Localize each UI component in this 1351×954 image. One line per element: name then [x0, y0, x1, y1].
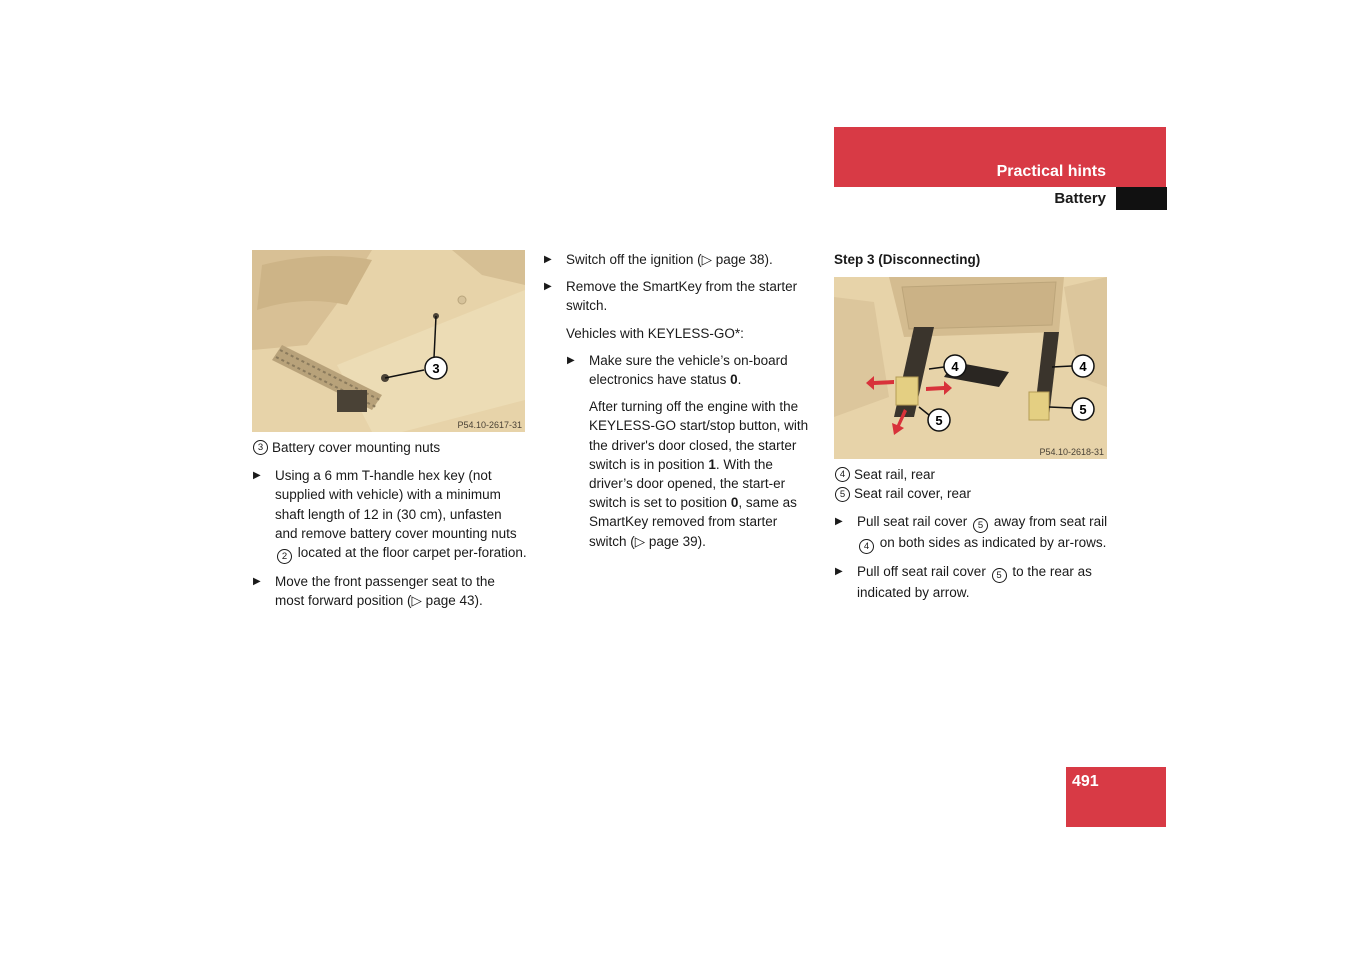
- legend-text: Seat rail, rear: [854, 467, 936, 483]
- column-3: [834, 250, 1109, 602]
- seat-rail-figure: [834, 277, 1107, 459]
- instruction-step: ▶ Move the front passenger seat to the most forward position (▷ page 43).: [253, 574, 495, 609]
- bullet-arrow-icon: ▶: [544, 281, 552, 293]
- callout-number: 4: [859, 539, 874, 554]
- legend-item: [834, 484, 1109, 503]
- callout-number: 4: [835, 467, 850, 482]
- section-tab-marker: [1116, 187, 1167, 210]
- callout-number: 5: [992, 568, 1007, 583]
- instruction-step: ▶ Pull seat rail cover 5 away from seat rail 4 on both sides as indicated by ar-rows.: [835, 513, 1108, 552]
- figure-callout: 5: [935, 413, 943, 429]
- figure-callout: 4: [951, 359, 959, 375]
- legend-text: Battery cover mounting nuts: [272, 440, 441, 455]
- step-title: Step 3 (Disconnecting): [834, 252, 981, 267]
- bullet-arrow-icon: ▶: [835, 515, 843, 527]
- figure-code: P54.10-2618-31: [1039, 447, 1104, 458]
- figure-callout: 3: [432, 361, 440, 376]
- instruction-step: ▶ Remove the SmartKey from the starter switch.: [544, 279, 798, 314]
- instruction-step: ▶ Using a 6 mm T-handle hex key (not supplied with vehicle) with a minimum shaft length of 12 in (30 cm), unfasten and remove battery cover mounting nuts 2 located at the floor carpet per-foration.: [253, 468, 527, 563]
- section-header: [834, 127, 1166, 187]
- figure-callout: 5: [1079, 402, 1087, 418]
- column-2: [543, 250, 818, 551]
- callout-number: 5: [973, 518, 988, 533]
- callout-number: 5: [835, 487, 850, 502]
- instruction-step: ▶ Pull off seat rail cover 5 to the rear as indicated by arrow.: [835, 563, 1092, 600]
- callout-number: 2: [277, 549, 292, 564]
- figure-code: P54.10-2617-31: [457, 420, 522, 430]
- keyless-note: After turning off the engine with the KEYLESS-GO start/stop button, with the driver's door closed, the starter switch is in position 1. With the driver’s door opened, the start-er switch is set to position 0, same as SmartKey removed from starter switch (▷ page 39).: [589, 399, 809, 549]
- legend-text: Seat rail cover, rear: [854, 486, 972, 502]
- legend-item: [834, 465, 1109, 484]
- subsection-title: Battery: [1054, 190, 1106, 207]
- keyless-go-label: Vehicles with KEYLESS-GO*:: [566, 325, 744, 341]
- page-number-box: [1066, 767, 1166, 827]
- column-1: [252, 250, 527, 610]
- battery-cover-figure: [252, 250, 525, 432]
- instruction-step: ▶ Make sure the vehicle’s on-board electronics have status 0.: [567, 352, 788, 388]
- callout-number: 3: [253, 440, 268, 455]
- bullet-arrow-icon: ▶: [835, 565, 843, 577]
- section-title: Practical hints: [996, 163, 1106, 180]
- bullet-arrow-icon: ▶: [253, 470, 261, 482]
- figure-callout: 4: [1079, 359, 1087, 375]
- page-number: 491: [1072, 773, 1099, 790]
- instruction-step: ▶ Switch off the ignition (▷ page 38).: [543, 250, 818, 269]
- bullet-arrow-icon: ▶: [567, 354, 575, 366]
- bullet-arrow-icon: ▶: [253, 576, 261, 588]
- legend-item: [252, 438, 527, 457]
- bullet-arrow-icon: ▶: [544, 254, 552, 265]
